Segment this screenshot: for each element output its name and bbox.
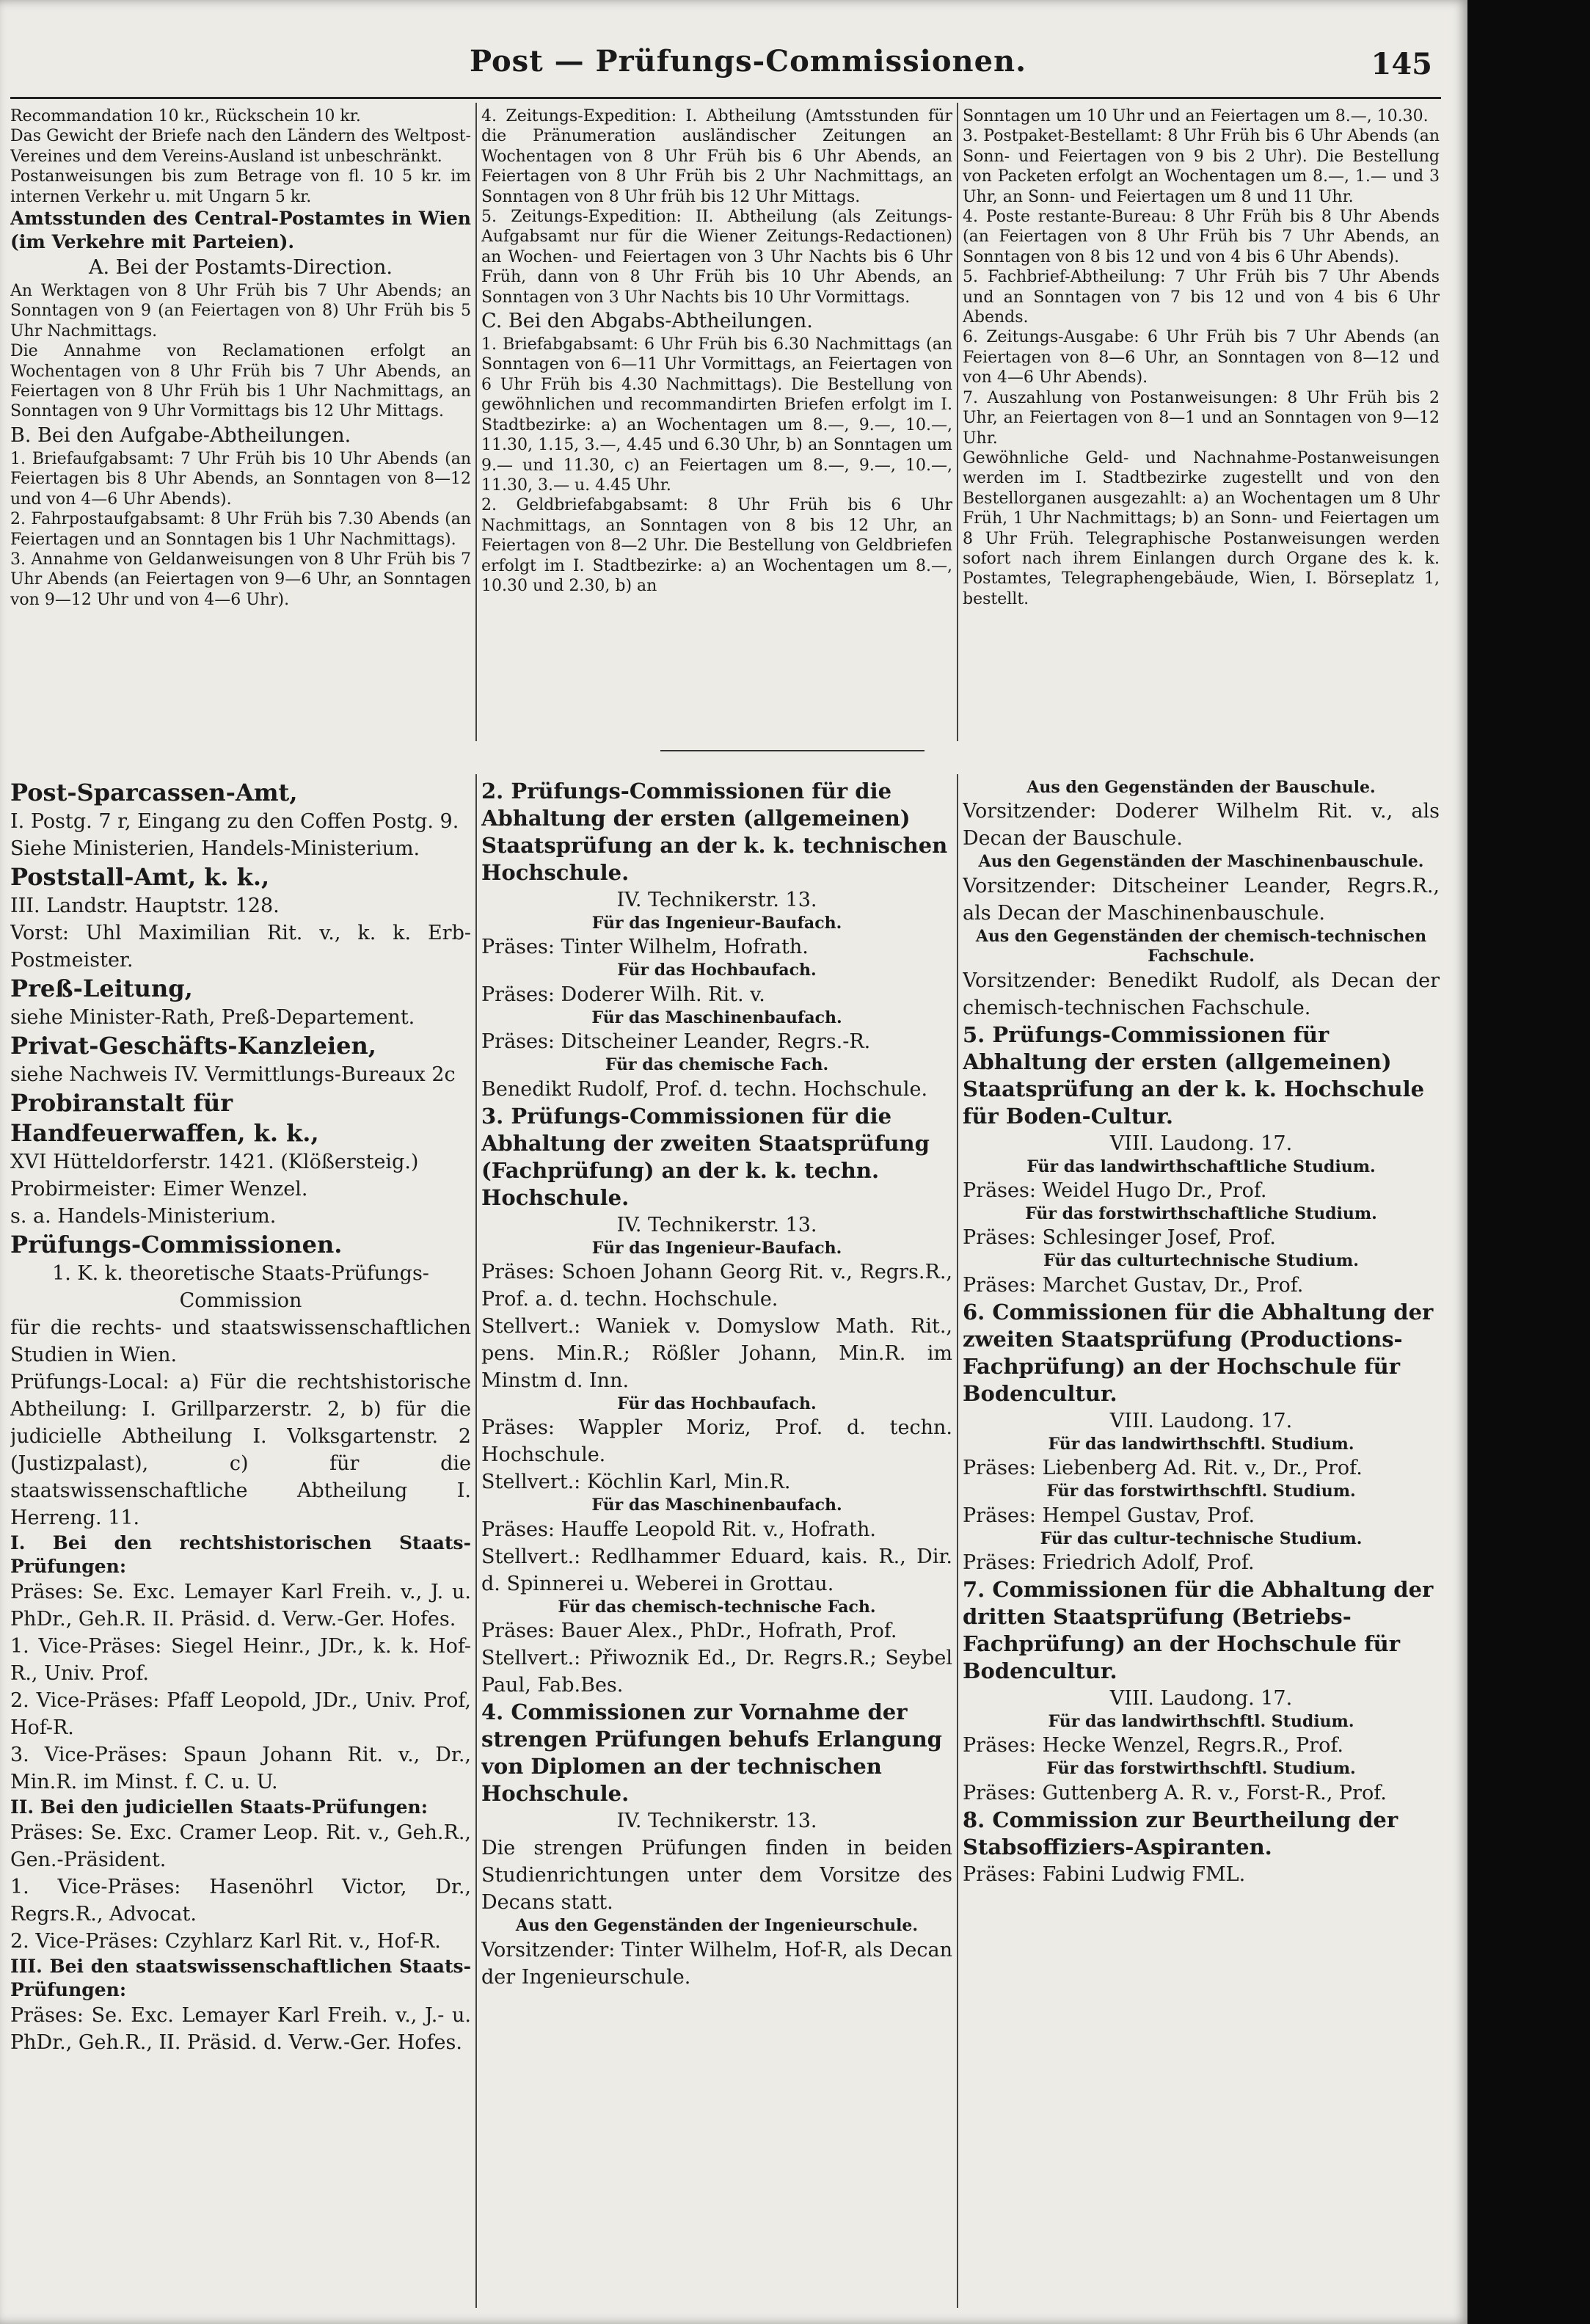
entry-line: Probirmeister: Eimer Wenzel. bbox=[10, 1178, 308, 1201]
commission-title: 2. Prüfungs-Commissionen für die Abhaltung der ersten (allgemeinen) Staatsprüfung an der k. k. technischen Hochschule. bbox=[481, 779, 948, 885]
entry-line: 1. Vice-Präses: Siegel Heinr., JDr., k. k. Hof-R., Univ. Prof. bbox=[10, 1635, 471, 1685]
paragraph: Recommandation 10 kr., Rückschein 10 kr. bbox=[10, 107, 361, 125]
subject-heading: Aus den Gegenständen der Maschinenbauschule. bbox=[978, 852, 1424, 872]
entry-title: Post-Sparcassen-Amt, bbox=[10, 779, 298, 806]
address: IV. Technikerstr. 13. bbox=[616, 889, 817, 911]
entry-line: XVI Hütteldorferstr. 1421. (Klößersteig.) bbox=[10, 1151, 419, 1173]
bottom-column-1 bbox=[10, 778, 471, 2312]
subject-heading: Für das Hochbaufach. bbox=[617, 961, 817, 980]
subject-heading: Für das landwirthschftl. Studium. bbox=[1048, 1434, 1354, 1454]
entry-line: Präses: Se. Exc. Lemayer Karl Freih. v., J. u. PhDr., Geh.R. II. Präsid. d. Verw.-Ger. Hofes. bbox=[10, 1581, 471, 1631]
paragraph: Die Annahme von Reclamationen erfolgt an Wochentagen von 8 Uhr Früh bis 7 Uhr Abends, an Feiertagen von 8 Uhr Früh bis 1 Uhr Nachmittags, an Sonntagen von 9 Uhr Vormittags bis 12 Uhr Mittags. bbox=[10, 342, 471, 421]
address: IV. Technikerstr. 13. bbox=[616, 1810, 817, 1833]
subject-heading: Für das Hochbaufach. bbox=[617, 1394, 817, 1414]
entry-line: Präses: Hecke Wenzel, Regrs.R., Prof. bbox=[963, 1734, 1343, 1757]
subject-heading: Aus den Gegenständen der Bauschule. bbox=[1026, 778, 1376, 797]
entry-line: Präses: Ditscheiner Leander, Regrs.-R. bbox=[481, 1030, 871, 1054]
subject-heading: Für das landwirthschaftliche Studium. bbox=[1026, 1156, 1376, 1176]
subject-heading: Für das landwirthschftl. Studium. bbox=[1048, 1712, 1354, 1732]
paragraph: Das Gewicht der Briefe nach den Ländern des Weltpost-Vereines und dem Vereins-Ausland ist unbeschränkt. bbox=[10, 127, 471, 166]
top-column-2 bbox=[481, 106, 952, 737]
paragraph: 7. Auszahlung von Postanweisungen: 8 Uhr Früh bis 2 Uhr, an Feiertagen von 8—1 und an Sonntagen von 9—12 Uhr. bbox=[963, 388, 1440, 448]
column-divider bbox=[957, 103, 958, 741]
paragraph: 4. Zeitungs-Expedition: I. Abtheilung (Amtsstunden für die Pränumeration ausländischer Zeitungen an Wochentagen von 8 Uhr Früh bis 6 Uhr Abends, an Feiertagen von 8 Uhr Früh bis 2 Uhr Nachmittags, an Sonntagen von 8 Uhr früh bis 12 Uhr Mittags. bbox=[481, 107, 952, 206]
entry-line: Stellvert.: Köchlin Karl, Min.R. bbox=[481, 1471, 791, 1494]
paragraph: 4. Poste restante-Bureau: 8 Uhr Früh bis 8 Uhr Abends (an Feiertagen von 8 Uhr Früh bis 7 Uhr Abends, an Sonntagen von 8 bis 12 und von 4 bis 6 Uhr Abends). bbox=[963, 208, 1440, 266]
entry-line: Prüfungs-Local: a) Für die rechtshistorische Abtheilung: I. Grillparzerstr. 2, b) für die judicielle Abtheilung I. Volksgartenstr. 2 (Justizpalast), c) für die staatswissenschaftliche Abtheilung I. Herreng. 11. bbox=[10, 1371, 471, 1529]
top-column-3 bbox=[963, 106, 1440, 737]
header-rule bbox=[10, 97, 1441, 99]
entry-title: Probiranstalt für Handfeuerwaffen, k. k., bbox=[10, 1089, 319, 1147]
address: VIII. Laudong. 17. bbox=[1109, 1132, 1293, 1155]
page-number: 145 bbox=[1371, 47, 1432, 81]
entry-line: I. Postg. 7 r, Eingang zu den Coffen Postg. 9. bbox=[10, 810, 459, 833]
entry-line: Vorsitzender: Tinter Wilhelm, Hof-R, als Decan der Ingenieurschule. bbox=[481, 1938, 952, 1989]
entry-line: Präses: Se. Exc. Cramer Leop. Rit. v., Geh.R., Gen.-Präsident. bbox=[10, 1821, 471, 1871]
entry-line: Präses: Guttenberg A. R. v., Forst-R., Prof. bbox=[963, 1781, 1387, 1804]
entry-line: Präses: Schlesinger Josef, Prof. bbox=[963, 1226, 1276, 1250]
column-divider bbox=[957, 774, 958, 2308]
paragraph: 2. Geldbriefabgabsamt: 8 Uhr Früh bis 6 Uhr Nachmittags, an Sonntagen von 8 bis 12 Uhr, an Feiertagen von 8—2 Uhr. Die Bestellung von Geldbriefen erfolgt im I. Stadtbezirke: a) an Wochentagen um 8.—, 10.30 und 2.30, b) an bbox=[481, 496, 952, 595]
paragraph: 5. Fachbrief-Abtheilung: 7 Uhr Früh bis 7 Uhr Abends und an Sonntagen von 7 bis 12 und von 4 bis 6 Uhr Abends. bbox=[963, 268, 1440, 327]
entry-line: Stellvert.: Přiwoznik Ed., Dr. Regrs.R.; Seybel Paul, Fab.Bes. bbox=[481, 1647, 952, 1697]
bottom-column-3 bbox=[963, 778, 1440, 2312]
entry-line: Präses: Doderer Wilh. Rit. v. bbox=[481, 983, 765, 1006]
entry-line: Benedikt Rudolf, Prof. d. techn. Hochschule. bbox=[481, 1077, 928, 1101]
paragraph: Postanweisungen bis zum Betrage von fl. 10 5 kr. im internen Verkehr u. mit Ungarn 5 kr. bbox=[10, 167, 471, 206]
address: VIII. Laudong. 17. bbox=[1109, 1687, 1293, 1711]
subject-heading: Für das Ingenieur-Baufach. bbox=[591, 914, 842, 933]
entry-title: Poststall-Amt, k. k., bbox=[10, 863, 270, 891]
column-divider bbox=[475, 103, 477, 741]
column-divider bbox=[475, 774, 477, 2308]
entry-line: 2. Vice-Präses: Czyhlarz Karl Rit. v., Hof-R. bbox=[10, 1930, 441, 1953]
entry-line: Präses: Liebenberg Ad. Rit. v., Dr., Prof. bbox=[963, 1457, 1363, 1480]
page-title: Post — Prüfungs-Commissionen. bbox=[470, 44, 1027, 79]
paragraph: 1. Briefabgabsamt: 6 Uhr Früh bis 6.30 Nachmittags (an Sonntagen von 6—11 Uhr Vormittags, an Feiertagen von 6 Uhr Früh bis 4.30 Nachmittags). Die Bestellung von gewöhnlichen und recommandirten Briefen erfolgt im I. Stadtbezirke: a) an Wochentagen um 8.—, 9.—, 10.—, 11.30, 1.15, 3.—, 4.45 und 6.30 Uhr, b) an Sonntagen um 9.— und 11.30, c) an Feiertagen um 8.—, 9.—, 10.—, 11.30, 3.— u. 4.45 Uhr. bbox=[481, 335, 952, 495]
entry-title: Prüfungs-Commissionen. bbox=[10, 1231, 343, 1258]
subject-heading: Für das Maschinenbaufach. bbox=[591, 1008, 842, 1027]
entry-line: Präses: Tinter Wilhelm, Hofrath. bbox=[481, 936, 809, 959]
subsection-heading: III. Bei den staatswissenschaftlichen Staats-Prüfungen: bbox=[10, 1956, 471, 2000]
commission-title: 6. Commissionen für die Abhaltung der zweiten Staatsprüfung (Productions-Fachprüfung) an der Hochschule für Bodencultur. bbox=[963, 1299, 1434, 1406]
subsection-heading: A. Bei der Postamts-Direction. bbox=[88, 256, 393, 280]
paragraph: An Werktagen von 8 Uhr Früh bis 7 Uhr Abends; an Sonntagen von 9 (an Feiertagen von 8) Uhr Früh bis 5 Uhr Nachmittags. bbox=[10, 282, 471, 340]
commission-title: 4. Commissionen zur Vornahme der strengen Prüfungen behufs Erlangung von Diplomen an der technischen Hochschule. bbox=[481, 1700, 942, 1807]
paragraph: Gewöhnliche Geld- und Nachnahme-Postanweisungen werden im I. Stadtbezirke zugestellt und von den Bestellorganen ausgezahlt: a) an Wochentagen um 8 Uhr Früh, 1 Uhr Nachmittags; b) an Sonn- und Feiertagen um 8 Uhr Früh. Telegraphische Postanweisungen werden sofort nach ihrem Einlangen durch Organe des k. k. Postamtes, Telegraphengebäude, Wien, I. Börseplatz 1, bestellt. bbox=[963, 448, 1440, 608]
top-column-1 bbox=[10, 106, 471, 737]
entry-line: Präses: Wappler Moriz, Prof. d. techn. Hochschule. bbox=[481, 1416, 952, 1467]
entry-line: siehe Minister-Rath, Preß-Departement. bbox=[10, 1006, 415, 1029]
entry-line: Präses: Bauer Alex., PhDr., Hofrath, Prof. bbox=[481, 1620, 897, 1643]
entry-line: Präses: Fabini Ludwig FML. bbox=[963, 1862, 1246, 1886]
entry-line: 2. Vice-Präses: Pfaff Leopold, JDr., Univ. Prof, Hof-R. bbox=[10, 1689, 471, 1739]
entry-line: Vorst: Uhl Maximilian Rit. v., k. k. Erb-Postmeister. bbox=[10, 922, 471, 972]
section-separator bbox=[660, 750, 925, 751]
commission-title: 1. K. k. theoretische Staats-Prüfungs-Commission bbox=[52, 1262, 429, 1312]
address: IV. Technikerstr. 13. bbox=[616, 1213, 817, 1236]
subject-heading: Für das chemische Fach. bbox=[605, 1055, 829, 1075]
address: VIII. Laudong. 17. bbox=[1109, 1409, 1293, 1432]
subsection-heading: C. Bei den Abgabs-Abtheilungen. bbox=[481, 310, 813, 333]
commission-title: 5. Prüfungs-Commissionen für Abhaltung der ersten (allgemeinen) Staatsprüfung an der k. k. Hochschule für Boden-Cultur. bbox=[963, 1021, 1425, 1129]
entry-line: Präses: Marchet Gustav, Dr., Prof. bbox=[963, 1273, 1304, 1297]
subject-heading: Für das Ingenieur-Baufach. bbox=[591, 1238, 842, 1258]
entry-title: Privat-Geschäfts-Kanzleien, bbox=[10, 1032, 376, 1060]
paragraph: 5. Zeitungs-Expedition: II. Abtheilung (als Zeitungs-Aufgabsamt nur für die Wiener Zeitungs-Redactionen) an Wochen- und Feiertagen von 3 Uhr Nachts bis 6 Uhr Früh, dann von 8 Uhr Früh bis 10 Uhr Abends, an Sonntagen von 3 Uhr Nachts bis 10 Uhr Vormittags. bbox=[481, 208, 952, 307]
commission-title: 3. Prüfungs-Commissionen für die Abhaltung der zweiten Staatsprüfung (Fachprüfung) an der k. k. techn. Hochschule. bbox=[481, 1103, 930, 1210]
entry-line: für die rechts- und staatswissenschaftlichen Studien in Wien. bbox=[10, 1316, 471, 1366]
entry-line: Präses: Se. Exc. Lemayer Karl Freih. v., J.- u. PhDr., Geh.R., II. Präsid. d. Verw.-Ger. Hofes. bbox=[10, 2004, 471, 2054]
entry-line: Die strengen Prüfungen finden in beiden Studienrichtungen unter dem Vorsitze des Decans statt. bbox=[481, 1837, 952, 1915]
section-heading: Amtsstunden des Central-Postamtes in Wien (im Verkehre mit Parteien). bbox=[10, 208, 471, 253]
paragraph: 1. Briefaufgabsamt: 7 Uhr Früh bis 10 Uhr Abends (an Feiertagen bis 8 Uhr Abends, an Sonntagen von 8—12 und von 4—6 Uhr Abends). bbox=[10, 449, 471, 509]
entry-line: 3. Vice-Präses: Spaun Johann Rit. v., Dr., Min.R. im Minst. f. C. u. U. bbox=[10, 1744, 471, 1793]
paragraph: 3. Annahme von Geldanweisungen von 8 Uhr Früh bis 7 Uhr Abends (an Feiertagen von 9—6 Uhr, an Sonntagen von 9—12 Uhr und von 4—6 Uhr). bbox=[10, 550, 471, 609]
subject-heading: Für das Maschinenbaufach. bbox=[591, 1496, 842, 1515]
subject-heading: Für das forstwirthschaftliche Studium. bbox=[1025, 1204, 1377, 1224]
subject-heading: Für das culturtechnische Studium. bbox=[1043, 1251, 1359, 1271]
subject-heading: Für das forstwirthschftl. Studium. bbox=[1046, 1482, 1356, 1501]
entry-title: Preß-Leitung, bbox=[10, 975, 193, 1002]
entry-line: Vorsitzender: Benedikt Rudolf, als Decan der chemisch-technischen Fachschule. bbox=[963, 969, 1440, 1019]
entry-line: Siehe Ministerien, Handels-Ministerium. bbox=[10, 837, 420, 860]
bottom-column-2 bbox=[481, 778, 952, 2312]
subsection-heading: B. Bei den Aufgabe-Abtheilungen. bbox=[10, 423, 351, 447]
entry-line: siehe Nachweis IV. Vermittlungs-Bureaux 2c bbox=[10, 1063, 456, 1086]
subject-heading: Aus den Gegenständen der chemisch-technischen Fachschule. bbox=[975, 926, 1427, 966]
entry-line: s. a. Handels-Ministerium. bbox=[10, 1205, 277, 1228]
commission-title: 7. Commissionen für die Abhaltung der dritten Staatsprüfung (Betriebs-Fachprüfung) an der Hochschule für Bodencultur. bbox=[963, 1577, 1434, 1684]
entry-line: Präses: Schoen Johann Georg Rit. v., Regrs.R., Prof. a. d. techn. Hochschule. bbox=[481, 1261, 952, 1311]
entry-line: Vorsitzender: Doderer Wilhelm Rit. v., als Decan der Bauschule. bbox=[963, 800, 1440, 850]
entry-line: Vorsitzender: Ditscheiner Leander, Regrs.R., als Decan der Maschinenbauschule. bbox=[963, 874, 1440, 925]
paragraph: 3. Postpaket-Bestellamt: 8 Uhr Früh bis 6 Uhr Abends (an Sonn- und Feiertagen von 9 bis 2 Uhr). Die Bestellung von Packeten erfolgt an Wochentagen um 8.—, 1.— und 3 Uhr, an Sonn- und Feiertagen um 8 und 11 Uhr. bbox=[963, 127, 1440, 206]
subsection-heading: I. Bei den rechtshistorischen Staats-Prüfungen: bbox=[10, 1532, 471, 1577]
subject-heading: Für das chemisch-technische Fach. bbox=[558, 1597, 876, 1617]
entry-line: Präses: Friedrich Adolf, Prof. bbox=[963, 1551, 1255, 1575]
entry-line: Stellvert.: Waniek v. Domyslow Math. Rit., pens. Min.R.; Rößler Johann, Min.R. im Minstm d. Inn. bbox=[481, 1315, 952, 1393]
commission-title: 8. Commission zur Beurtheilung der Stabsoffiziers-Aspiranten. bbox=[963, 1807, 1398, 1859]
subject-heading: Für das forstwirthschftl. Studium. bbox=[1046, 1759, 1356, 1779]
paragraph: 6. Zeitungs-Ausgabe: 6 Uhr Früh bis 7 Uhr Abends (an Feiertagen von 8—6 Uhr, an Sonntagen von 8—12 und von 4—6 Uhr Abends). bbox=[963, 328, 1440, 387]
entry-line: Präses: Hauffe Leopold Rit. v., Hofrath. bbox=[481, 1518, 876, 1541]
entry-line: Präses: Weidel Hugo Dr., Prof. bbox=[963, 1179, 1267, 1203]
entry-line: 1. Vice-Präses: Hasenöhrl Victor, Dr., Regrs.R., Advocat. bbox=[10, 1876, 471, 1926]
subject-heading: Aus den Gegenständen der Ingenieurschule. bbox=[515, 1916, 919, 1936]
entry-line: Stellvert.: Redlhammer Eduard, kais. R., Dir. d. Spinnerei u. Weberei in Grottau. bbox=[481, 1545, 952, 1595]
entry-line: III. Landstr. Hauptstr. 128. bbox=[10, 895, 280, 917]
entry-line: Präses: Hempel Gustav, Prof. bbox=[963, 1504, 1255, 1527]
paragraph: Sonntagen um 10 Uhr und an Feiertagen um 8.—, 10.30. bbox=[963, 107, 1429, 125]
paragraph: 2. Fahrpostaufgabsamt: 8 Uhr Früh bis 7.30 Abends (an Feiertagen und an Sonntagen bis 1 Uhr Nachmittags). bbox=[10, 510, 471, 549]
subject-heading: Für das cultur-technische Studium. bbox=[1040, 1529, 1363, 1548]
subsection-heading: II. Bei den judiciellen Staats-Prüfungen: bbox=[10, 1796, 428, 1818]
page-header bbox=[0, 44, 1467, 95]
